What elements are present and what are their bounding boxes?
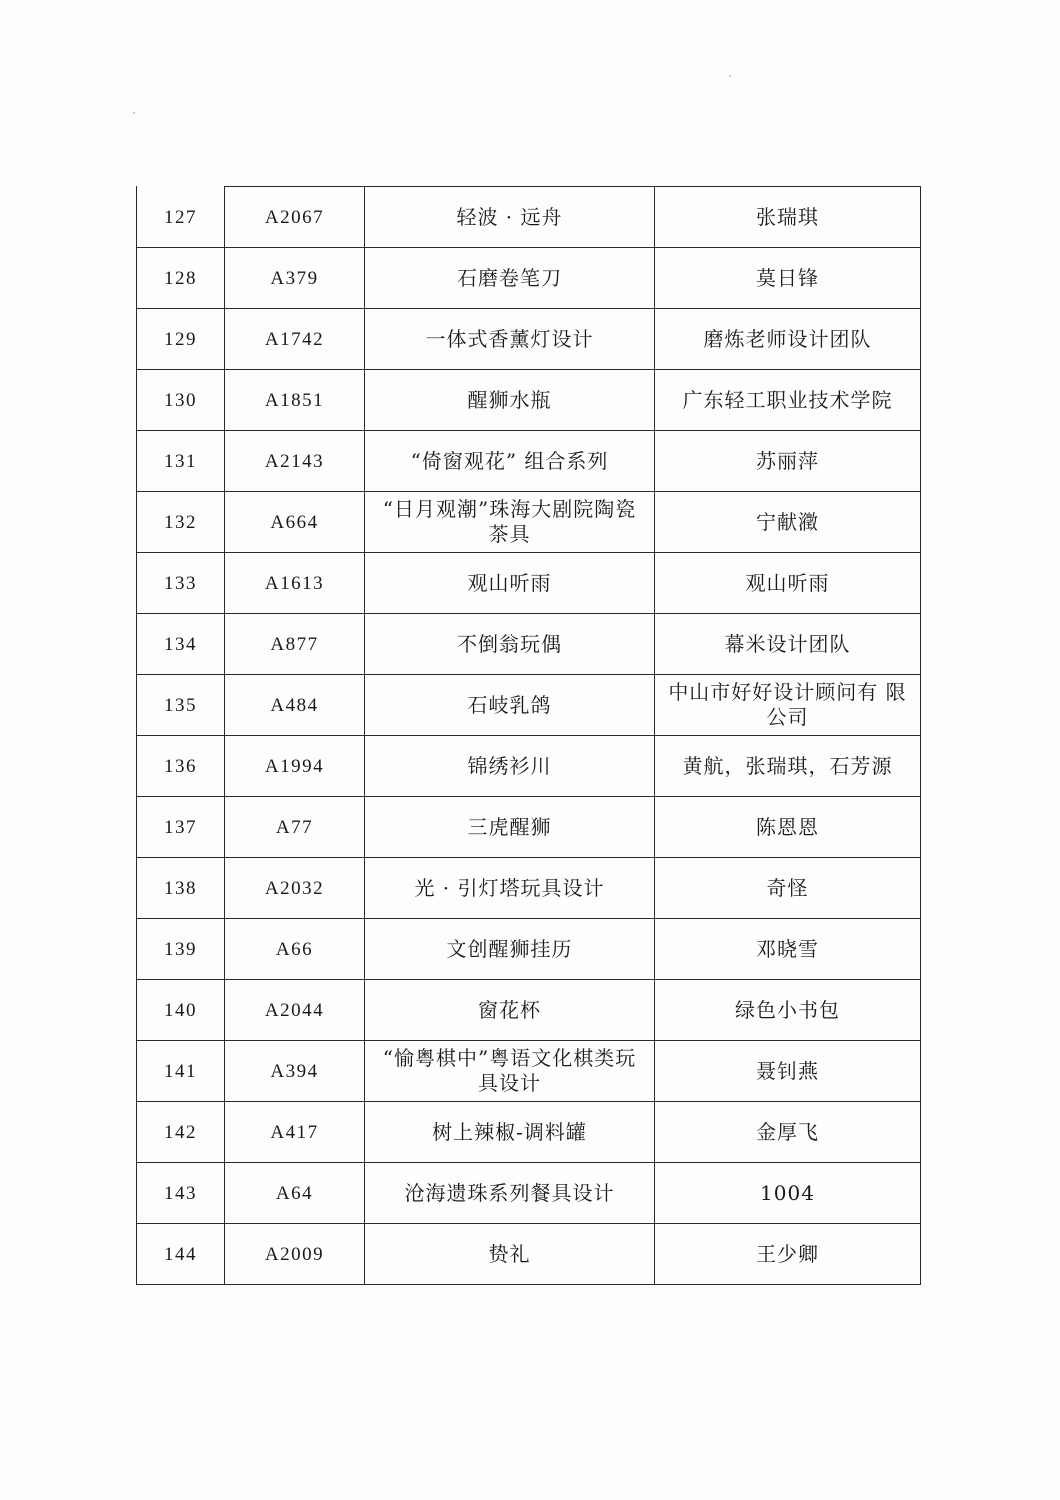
- entry-code: A2044: [225, 980, 365, 1041]
- entry-title: 观山听雨: [365, 553, 655, 614]
- row-number: 136: [137, 736, 225, 797]
- row-number: 128: [137, 248, 225, 309]
- entry-code: A2067: [225, 187, 365, 248]
- entry-code: A66: [225, 919, 365, 980]
- entry-code: A394: [225, 1041, 365, 1102]
- entry-title: 轻波 · 远舟: [365, 187, 655, 248]
- scan-speck: [133, 112, 135, 114]
- entry-code: A417: [225, 1102, 365, 1163]
- entry-author: 宁献瀓: [655, 492, 921, 553]
- entry-title: 光 · 引灯塔玩具设计: [365, 858, 655, 919]
- entry-author: 幕米设计团队: [655, 614, 921, 675]
- row-number: 138: [137, 858, 225, 919]
- entry-title: 贽礼: [365, 1224, 655, 1285]
- row-number: 131: [137, 431, 225, 492]
- table-row: [137, 614, 921, 675]
- entry-title: 三虎醒狮: [365, 797, 655, 858]
- entry-code: A1742: [225, 309, 365, 370]
- row-number: 137: [137, 797, 225, 858]
- scan-speck: [729, 75, 731, 77]
- table-row: [137, 736, 921, 797]
- entry-code: A64: [225, 1163, 365, 1224]
- entry-author: 金厚飞: [655, 1102, 921, 1163]
- table-row: [137, 858, 921, 919]
- entry-title: “倚窗观花” 组合系列: [365, 431, 655, 492]
- row-number: 130: [137, 370, 225, 431]
- entry-title: 一体式香薰灯设计: [365, 309, 655, 370]
- row-number: 139: [137, 919, 225, 980]
- table-row: [137, 553, 921, 614]
- row-number: 133: [137, 553, 225, 614]
- table-row: [137, 1102, 921, 1163]
- entry-code: A1851: [225, 370, 365, 431]
- table-row: [137, 1041, 921, 1102]
- row-number: 134: [137, 614, 225, 675]
- entries-table-wrapper: [136, 186, 920, 1285]
- entry-code: A484: [225, 675, 365, 736]
- table-row: [137, 187, 921, 248]
- entry-title: 不倒翁玩偶: [365, 614, 655, 675]
- row-number: 144: [137, 1224, 225, 1285]
- entry-author: 陈恩恩: [655, 797, 921, 858]
- table-row: [137, 309, 921, 370]
- row-number: 143: [137, 1163, 225, 1224]
- entry-code: A2009: [225, 1224, 365, 1285]
- entry-title: 文创醒狮挂历: [365, 919, 655, 980]
- entry-title: 石岐乳鸽: [365, 675, 655, 736]
- entry-author: 张瑞琪: [655, 187, 921, 248]
- table-row: [137, 919, 921, 980]
- table-row: [137, 370, 921, 431]
- row-number: 127: [137, 187, 225, 248]
- table-row: [137, 1163, 921, 1224]
- entry-author: 中山市好好设计顾问有 限公司: [655, 675, 921, 736]
- entry-author: 苏丽萍: [655, 431, 921, 492]
- entry-author: 奇怪: [655, 858, 921, 919]
- entry-author: 邓晓雪: [655, 919, 921, 980]
- entry-code: A2143: [225, 431, 365, 492]
- entry-code: A77: [225, 797, 365, 858]
- entry-author: 磨炼老师设计团队: [655, 309, 921, 370]
- entry-code: A877: [225, 614, 365, 675]
- entry-code: A379: [225, 248, 365, 309]
- row-number: 132: [137, 492, 225, 553]
- table-row: [137, 248, 921, 309]
- row-number: 135: [137, 675, 225, 736]
- entry-author: 1004: [655, 1163, 921, 1224]
- entries-table-body: [137, 187, 921, 1285]
- entry-author: 黄航，张瑞琪，石芳源: [655, 736, 921, 797]
- entry-code: A2032: [225, 858, 365, 919]
- entry-title: “日月观潮”珠海大剧院陶瓷茶具: [365, 492, 655, 553]
- entry-title: 沧海遗珠系列餐具设计: [365, 1163, 655, 1224]
- entries-table: [136, 186, 921, 1285]
- table-row: [137, 492, 921, 553]
- table-row: [137, 1224, 921, 1285]
- table-row: [137, 797, 921, 858]
- entry-code: A1994: [225, 736, 365, 797]
- row-number: 141: [137, 1041, 225, 1102]
- table-row: [137, 675, 921, 736]
- entry-title: 树上辣椒-调料罐: [365, 1102, 655, 1163]
- row-number: 129: [137, 309, 225, 370]
- row-number: 140: [137, 980, 225, 1041]
- entry-author: 莫日锋: [655, 248, 921, 309]
- entry-author: 王少卿: [655, 1224, 921, 1285]
- entry-code: A1613: [225, 553, 365, 614]
- entry-author: 观山听雨: [655, 553, 921, 614]
- entry-title: 醒狮水瓶: [365, 370, 655, 431]
- entry-author: 广东轻工职业技术学院: [655, 370, 921, 431]
- entry-title: 石磨卷笔刀: [365, 248, 655, 309]
- entry-author: 聂钊燕: [655, 1041, 921, 1102]
- table-row: [137, 980, 921, 1041]
- entry-author: 绿色小书包: [655, 980, 921, 1041]
- entry-title: 窗花杯: [365, 980, 655, 1041]
- entry-title: “愉粤棋中”粤语文化棋类玩具设计: [365, 1041, 655, 1102]
- table-row: [137, 431, 921, 492]
- entry-title: 锦绣衫川: [365, 736, 655, 797]
- entry-code: A664: [225, 492, 365, 553]
- row-number: 142: [137, 1102, 225, 1163]
